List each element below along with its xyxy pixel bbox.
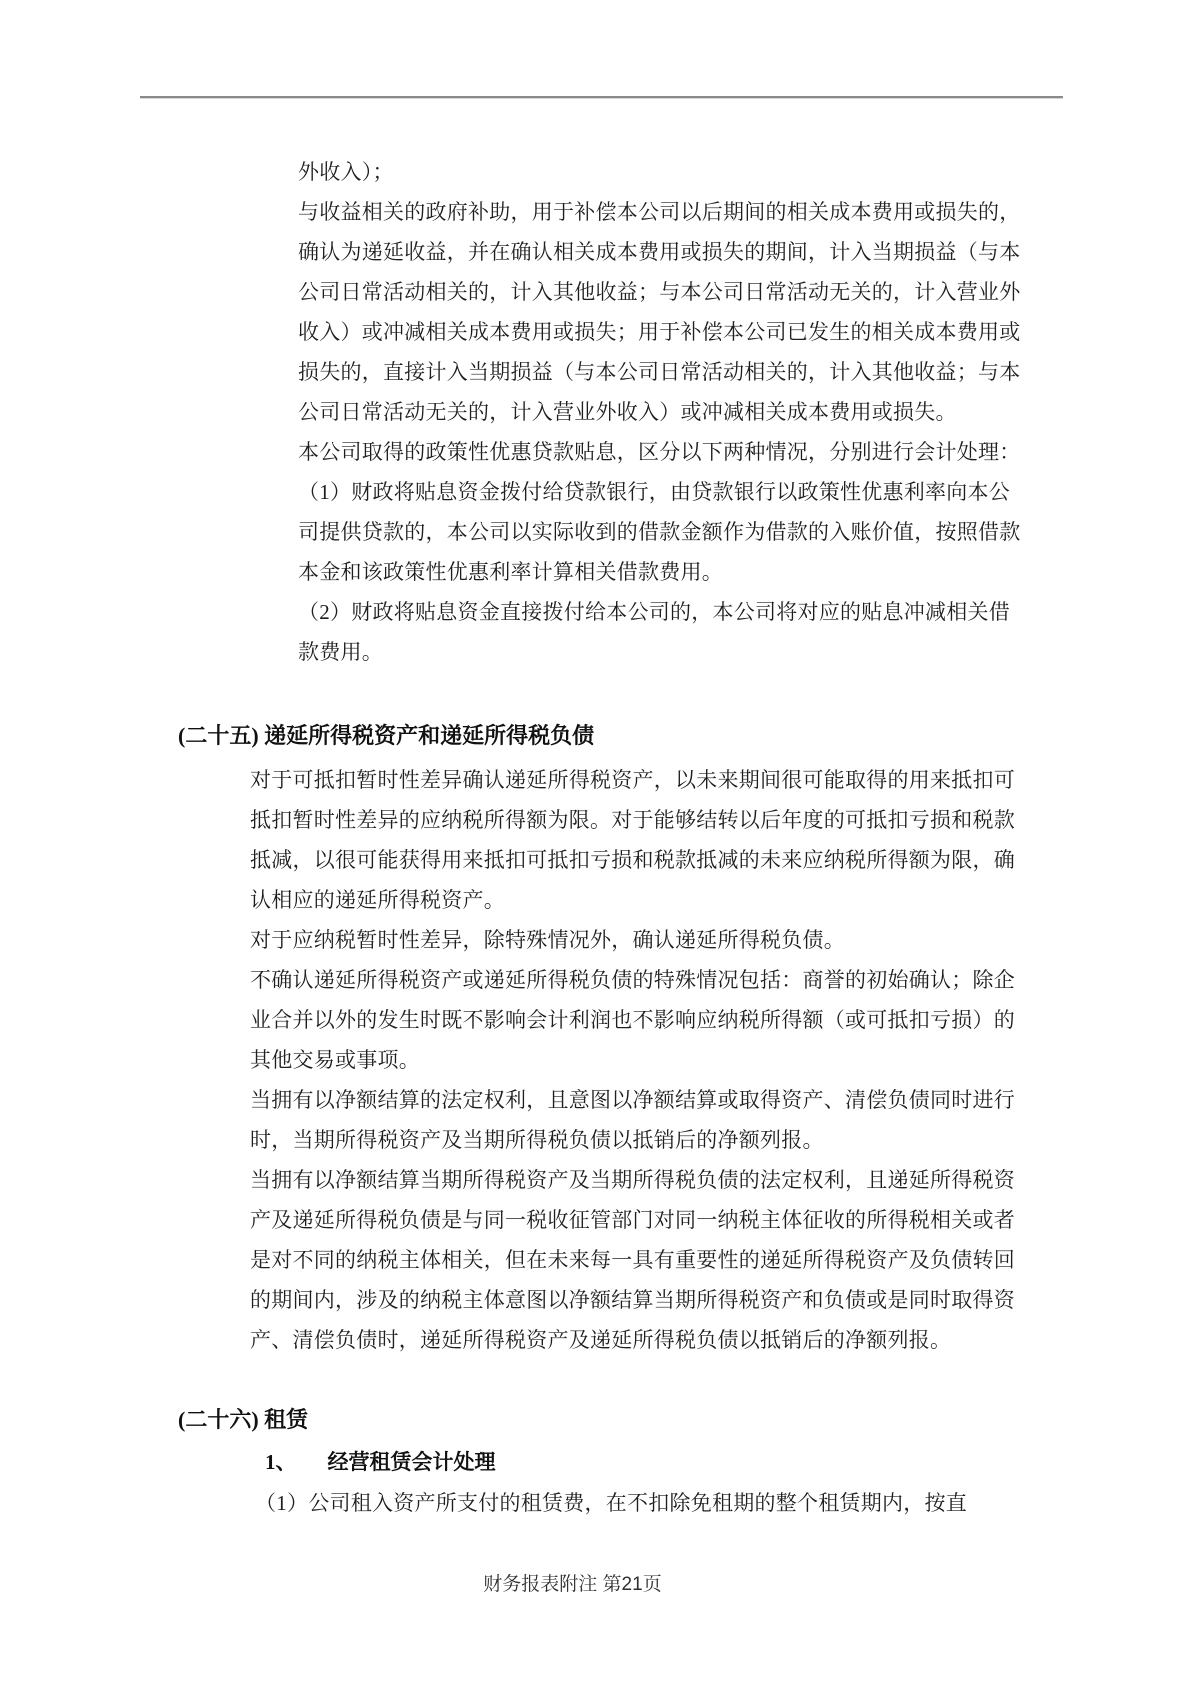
text-line: 司提供贷款的，本公司以实际收到的借款金额作为借款的入账价值，按照借款	[298, 520, 1021, 544]
text-line: 款费用。	[298, 640, 383, 664]
text-line: 对于可抵扣暂时性差异确认递延所得税资产，以未来期间很可能取得的用来抵扣可	[250, 768, 1015, 792]
text-line: （2）财政将贴息资金直接拨付给本公司的，本公司将对应的贴息冲减相关借	[298, 600, 1010, 624]
text-line: 确认为递延收益，并在确认相关成本费用或损失的期间，计入当期损益（与本	[298, 240, 1021, 264]
header-rule	[140, 96, 1063, 99]
subsection-1-heading	[265, 1442, 496, 1482]
continuation-paragraphs	[298, 152, 1038, 672]
text-line: 不确认递延所得税资产或递延所得税负债的特殊情况包括：商誉的初始确认；除企	[250, 968, 1015, 992]
subsection-number: 1、	[265, 1450, 297, 1474]
section-26-heading: (二十六) 租赁	[178, 1407, 309, 1432]
text-line: 当拥有以净额结算当期所得税资产及当期所得税负债的法定权利，且递延所得税资	[250, 1168, 1015, 1192]
text-line: 当拥有以净额结算的法定权利，且意图以净额结算或取得资产、清偿负债同时进行	[250, 1088, 1015, 1112]
footer-text: 财务报表附注 第21页	[483, 1574, 662, 1595]
text-line: 收入）或冲减相关成本费用或损失；用于补偿本公司已发生的相关成本费用或	[298, 320, 1021, 344]
text-line: 其他交易或事项。	[250, 1048, 420, 1072]
subsection-title: 经营租赁会计处理	[327, 1450, 496, 1474]
text-line: （1）财政将贴息资金拨付给贷款银行，由贷款银行以政策性优惠利率向本公	[298, 480, 1010, 504]
text-line: 抵减，以很可能获得用来抵扣可抵扣亏损和税款抵减的未来应纳税所得额为限，确	[250, 848, 1015, 872]
section-25-heading: (二十五) 递延所得税资产和递延所得税负债	[178, 723, 595, 748]
page-footer	[0, 1572, 1145, 1598]
text-line: 产、清偿负债时，递延所得税资产及递延所得税负债以抵销后的净额列报。	[250, 1328, 952, 1352]
text-line: 对于应纳税暂时性差异，除特殊情况外，确认递延所得税负债。	[250, 928, 845, 952]
text-line: 公司日常活动相关的，计入其他收益；与本公司日常活动无关的，计入营业外	[298, 280, 1021, 304]
text-line: 损失的，直接计入当期损益（与本公司日常活动相关的，计入其他收益；与本	[298, 360, 1021, 384]
text-line: 的期间内，涉及的纳税主体意图以净额结算当期所得税资产和负债或是同时取得资	[250, 1288, 1015, 1312]
text-line: 与收益相关的政府补助，用于补偿本公司以后期间的相关成本费用或损失的，	[298, 200, 1021, 224]
text-line: 产及递延所得税负债是与同一税收征管部门对同一纳税主体征收的所得税相关或者	[250, 1208, 1015, 1232]
text-line: 是对不同的纳税主体相关，但在未来每一具有重要性的递延所得税资产及负债转回	[250, 1248, 1015, 1272]
text-line: （1）公司租入资产所支付的租赁费，在不扣除免租期的整个租赁期内，按直	[255, 1491, 967, 1515]
text-line: 认相应的递延所得税资产。	[250, 888, 505, 912]
text-line: 外收入）；	[298, 160, 394, 184]
text-line: 业合并以外的发生时既不影响会计利润也不影响应纳税所得额（或可抵扣亏损）的	[250, 1008, 1015, 1032]
text-line: 公司日常活动无关的，计入营业外收入）或冲减相关成本费用或损失。	[298, 400, 957, 424]
text-line: 本公司取得的政策性优惠贷款贴息，区分以下两种情况，分别进行会计处理：	[298, 440, 1021, 464]
text-line: 本金和该政策性优惠利率计算相关借款费用。	[298, 560, 723, 584]
text-line: 时，当期所得税资产及当期所得税负债以抵销后的净额列报。	[250, 1128, 824, 1152]
section-26-body	[255, 1483, 1045, 1523]
text-line: 抵扣暂时性差异的应纳税所得额为限。对于能够结转以后年度的可抵扣亏损和税款	[250, 808, 1015, 832]
section-25-body	[250, 760, 1040, 1360]
